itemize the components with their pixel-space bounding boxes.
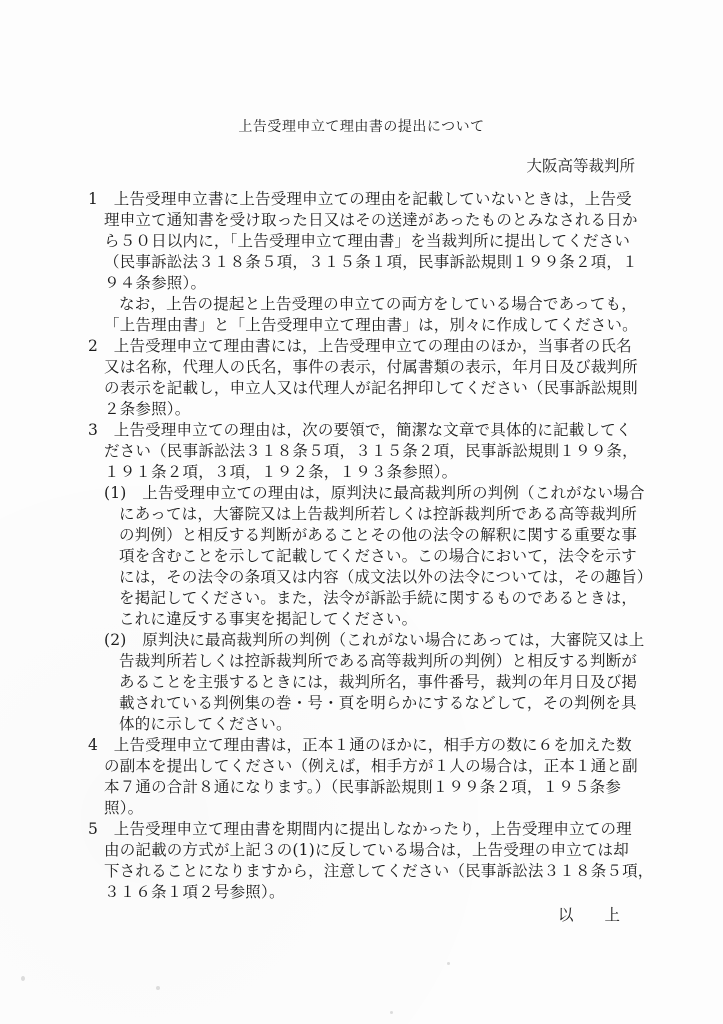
scan-speck — [390, 1011, 393, 1014]
text-line: 2 上告受理申立て理由書には，上告受理申立ての理由のほか，当事者の氏名 — [88, 337, 632, 355]
text-line: 1 上告受理申立書に上告受理申立ての理由を記載していないときは，上告受 — [88, 190, 632, 208]
text-line: には，その法令の条項又は内容（成文法以外の法令については，その趣旨） — [119, 568, 653, 586]
text-line: あることを主張するときには，裁判所名，事件番号，裁判の年月日及び掲 — [119, 673, 638, 691]
text-line: ２条参照）。 — [104, 400, 191, 418]
document-title: 上告受理申立て理由書の提出について — [238, 119, 485, 135]
text-line: １９１条２項，３項，１９２条，１９３条参照）。 — [104, 463, 458, 481]
text-line: (2) 原判決に最高裁判所の判例（これがない場合にあっては，大審院又は上 — [104, 631, 645, 649]
text-line: 体的に示してください。 — [119, 715, 292, 733]
text-line: ３１６条１項２号参照）。 — [104, 883, 285, 901]
text-line: の表示を記載し，申立人又は代理人が記名押印してください（民事訴訟規則 — [104, 379, 638, 397]
text-line: 3 上告受理申立ての理由は，次の要領で，簡潔な文章で具体的に記載してく — [88, 421, 632, 439]
text-line: ださい（民事訴訟法３１８条５項，３１５条２項，民事訴訟規則１９９条， — [104, 442, 638, 460]
scan-speck — [156, 986, 160, 990]
text-line: これに違反する事実を掲記してください。 — [119, 610, 418, 628]
text-line: 本７通の合計８通になります。）（民事訴訟規則１９９条２項，１９５条参 — [104, 778, 622, 796]
scan-speck — [447, 962, 450, 965]
text-line: にあっては，大審院又は上告裁判所若しくは控訴裁判所である高等裁判所 — [119, 505, 637, 523]
document-content — [88, 119, 654, 926]
document-body — [88, 189, 654, 903]
text-line: （民事訴訟法３１８条５項，３１５条１項，民事訴訟規則１９９条２項，１ — [104, 253, 638, 271]
court-name: 大阪高等裁判所 — [526, 157, 635, 175]
text-line: 項を含むことを示して記載してください。この場合において，法令を示す — [119, 547, 637, 565]
text-line: の副本を提出してください（例えば，相手方が１人の場合は，正本１通と副 — [104, 757, 638, 775]
text-line: 5 上告受理申立て理由書を期間内に提出しなかったり，上告受理申立ての理 — [88, 820, 632, 838]
text-line: 告裁判所若しくは控訴裁判所である高等裁判所の判例）と相反する判断が — [119, 652, 638, 670]
text-line: 由の記載の方式が上記３の(1)に反している場合は，上告受理の申立ては却 — [104, 841, 629, 859]
text-line: 下されることになりますから，注意してください（民事訴訟法３１８条５項， — [104, 862, 654, 880]
text-line: 又は名称，代理人の氏名，事件の表示，付属書類の表示，年月日及び裁判所 — [104, 358, 638, 376]
text-line: を掲記してください。また，法令が訴訟手続に関するものであるときは， — [119, 589, 638, 607]
text-line: 照）。 — [104, 799, 144, 817]
text-line: 「上告理由書」と「上告受理申立て理由書」は，別々に作成してください。 — [104, 316, 638, 334]
scan-speck — [21, 976, 25, 981]
text-line: の判例）と相反する判断があることその他の法令の解釈に関する重要な事 — [119, 526, 638, 544]
text-line: 理申立て通知書を受け取った日又はその送達があったものとみなされる日か — [104, 211, 638, 229]
text-line: ９４条参照）。 — [104, 274, 207, 292]
text-line: ら５０日以内に，「上告受理申立て理由書」を当裁判所に提出してください — [104, 232, 631, 250]
text-line: (1) 上告受理申立ての理由は，原判決に最高裁判所の判例（これがない場合 — [104, 484, 645, 502]
text-line: なお，上告の提起と上告受理の申立ての両方をしている場合であっても， — [119, 295, 637, 313]
text-line: 載されている判例集の巻・号・頁を明らかにするなどして，その判例を具 — [119, 694, 637, 712]
closing-phrase: 以 上 — [557, 906, 620, 924]
text-line: 4 上告受理申立て理由書は，正本１通のほかに，相手方の数に６を加えた数 — [88, 736, 632, 754]
